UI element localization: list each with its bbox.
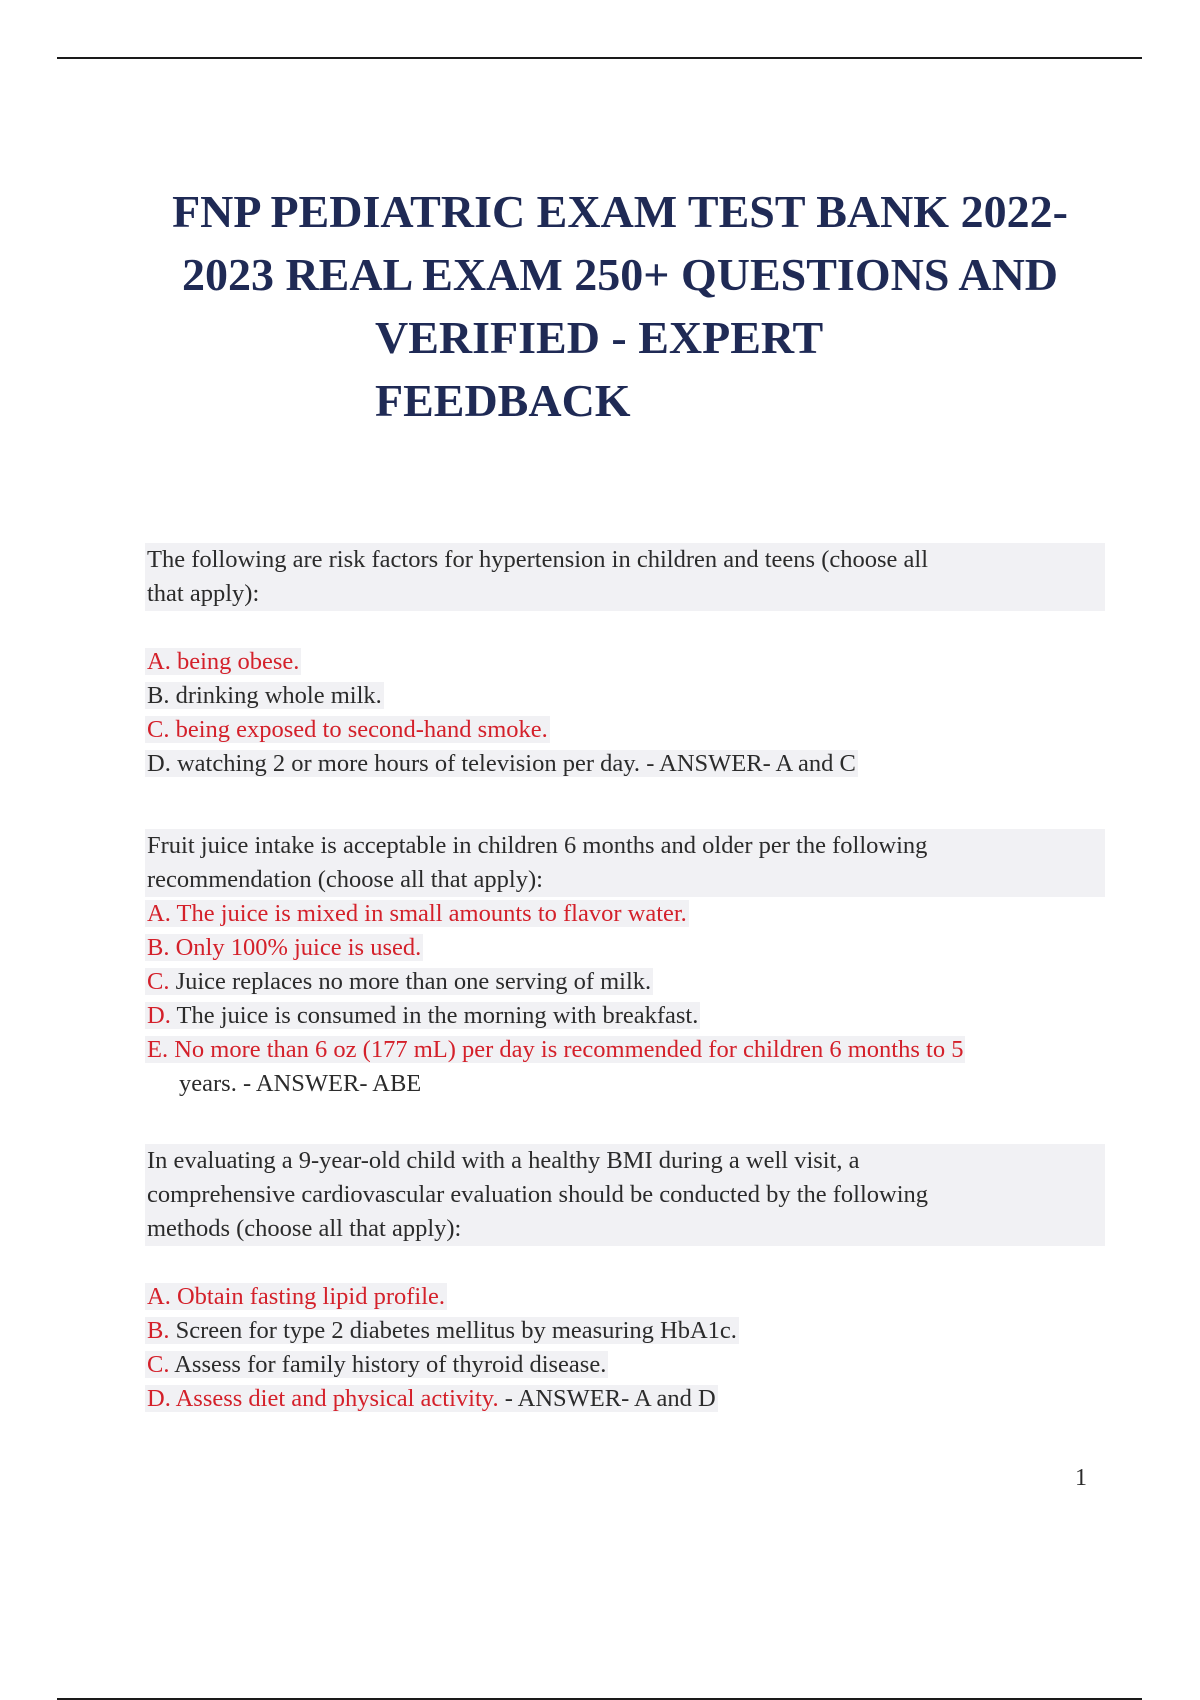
question-2-option-d: D. The juice is consumed in the morning with breakfast.	[147, 1002, 699, 1029]
question-1-stem	[145, 543, 1105, 611]
question-3-option-b-letter: B.	[147, 1317, 170, 1344]
question-1-option-d: D. watching 2 or more hours of television per day. - ANSWER- A and C	[147, 750, 856, 777]
question-1-stem-line-1: The following are risk factors for hypertension in children and teens (choose all	[145, 543, 1105, 577]
question-3-stem-line-2: comprehensive cardiovascular evaluation should be conducted by the following	[145, 1178, 1105, 1212]
question-3-answer: - ANSWER- A and D	[498, 1385, 716, 1412]
question-2-stem-line-2: recommendation (choose all that apply):	[145, 863, 1105, 897]
question-1-answer: - ANSWER- A and C	[640, 750, 856, 777]
question-2-option-c-letter: C.	[147, 968, 170, 995]
question-2-stem-line-1: Fruit juice intake is acceptable in children 6 months and older per the following	[145, 829, 1105, 863]
question-2-option-a: A. The juice is mixed in small amounts to flavor water.	[147, 900, 687, 927]
top-rule	[57, 57, 1142, 59]
question-3-option-b: B. Screen for type 2 diabetes mellitus by measuring HbA1c.	[147, 1317, 737, 1344]
question-2-option-e: E. No more than 6 oz (177 mL) per day is recommended for children 6 months to 5	[147, 1036, 964, 1063]
question-1-option-c: C. being exposed to second-hand smoke.	[147, 716, 548, 743]
question-3-option-a: A. Obtain fasting lipid profile.	[147, 1283, 446, 1310]
question-1-stem-line-2: that apply):	[145, 577, 1105, 611]
question-1-option-a: A. being obese.	[147, 648, 300, 675]
title-line-4: FEEDBACK	[375, 375, 631, 426]
question-2-option-e-continuation: years. - ANSWER- ABE	[179, 1070, 422, 1097]
question-2	[145, 829, 1105, 1101]
question-2-option-b: B. Only 100% juice is used.	[147, 934, 422, 961]
title-line-3: VERIFIED - EXPERT	[375, 312, 824, 363]
question-3-option-d: D. Assess diet and physical activity. - ANSWER- A and D	[147, 1385, 716, 1412]
question-2-answer: - ANSWER- ABE	[236, 1070, 422, 1097]
page-number: 1	[1075, 1465, 1087, 1491]
question-3	[145, 1144, 1105, 1416]
question-3-option-c: C. Assess for family history of thyroid disease.	[147, 1351, 607, 1378]
question-3-stem	[145, 1144, 1105, 1246]
question-2-option-d-letter: D.	[147, 1002, 171, 1029]
document-title	[140, 180, 1100, 432]
question-2-stem	[145, 829, 1105, 897]
question-3-stem-line-3: methods (choose all that apply):	[145, 1212, 1105, 1246]
question-3-option-c-letter: C.	[147, 1351, 170, 1378]
question-1-option-b: B. drinking whole milk.	[147, 682, 382, 709]
question-1	[145, 543, 1105, 781]
question-2-option-c: C. Juice replaces no more than one serving of milk.	[147, 968, 652, 995]
title-line-2: 2023 REAL EXAM 250+ QUESTIONS AND	[181, 249, 1059, 300]
title-line-1: FNP PEDIATRIC EXAM TEST BANK 2022-	[172, 186, 1068, 237]
question-3-stem-line-1: In evaluating a 9-year-old child with a healthy BMI during a well visit, a	[145, 1144, 1105, 1178]
